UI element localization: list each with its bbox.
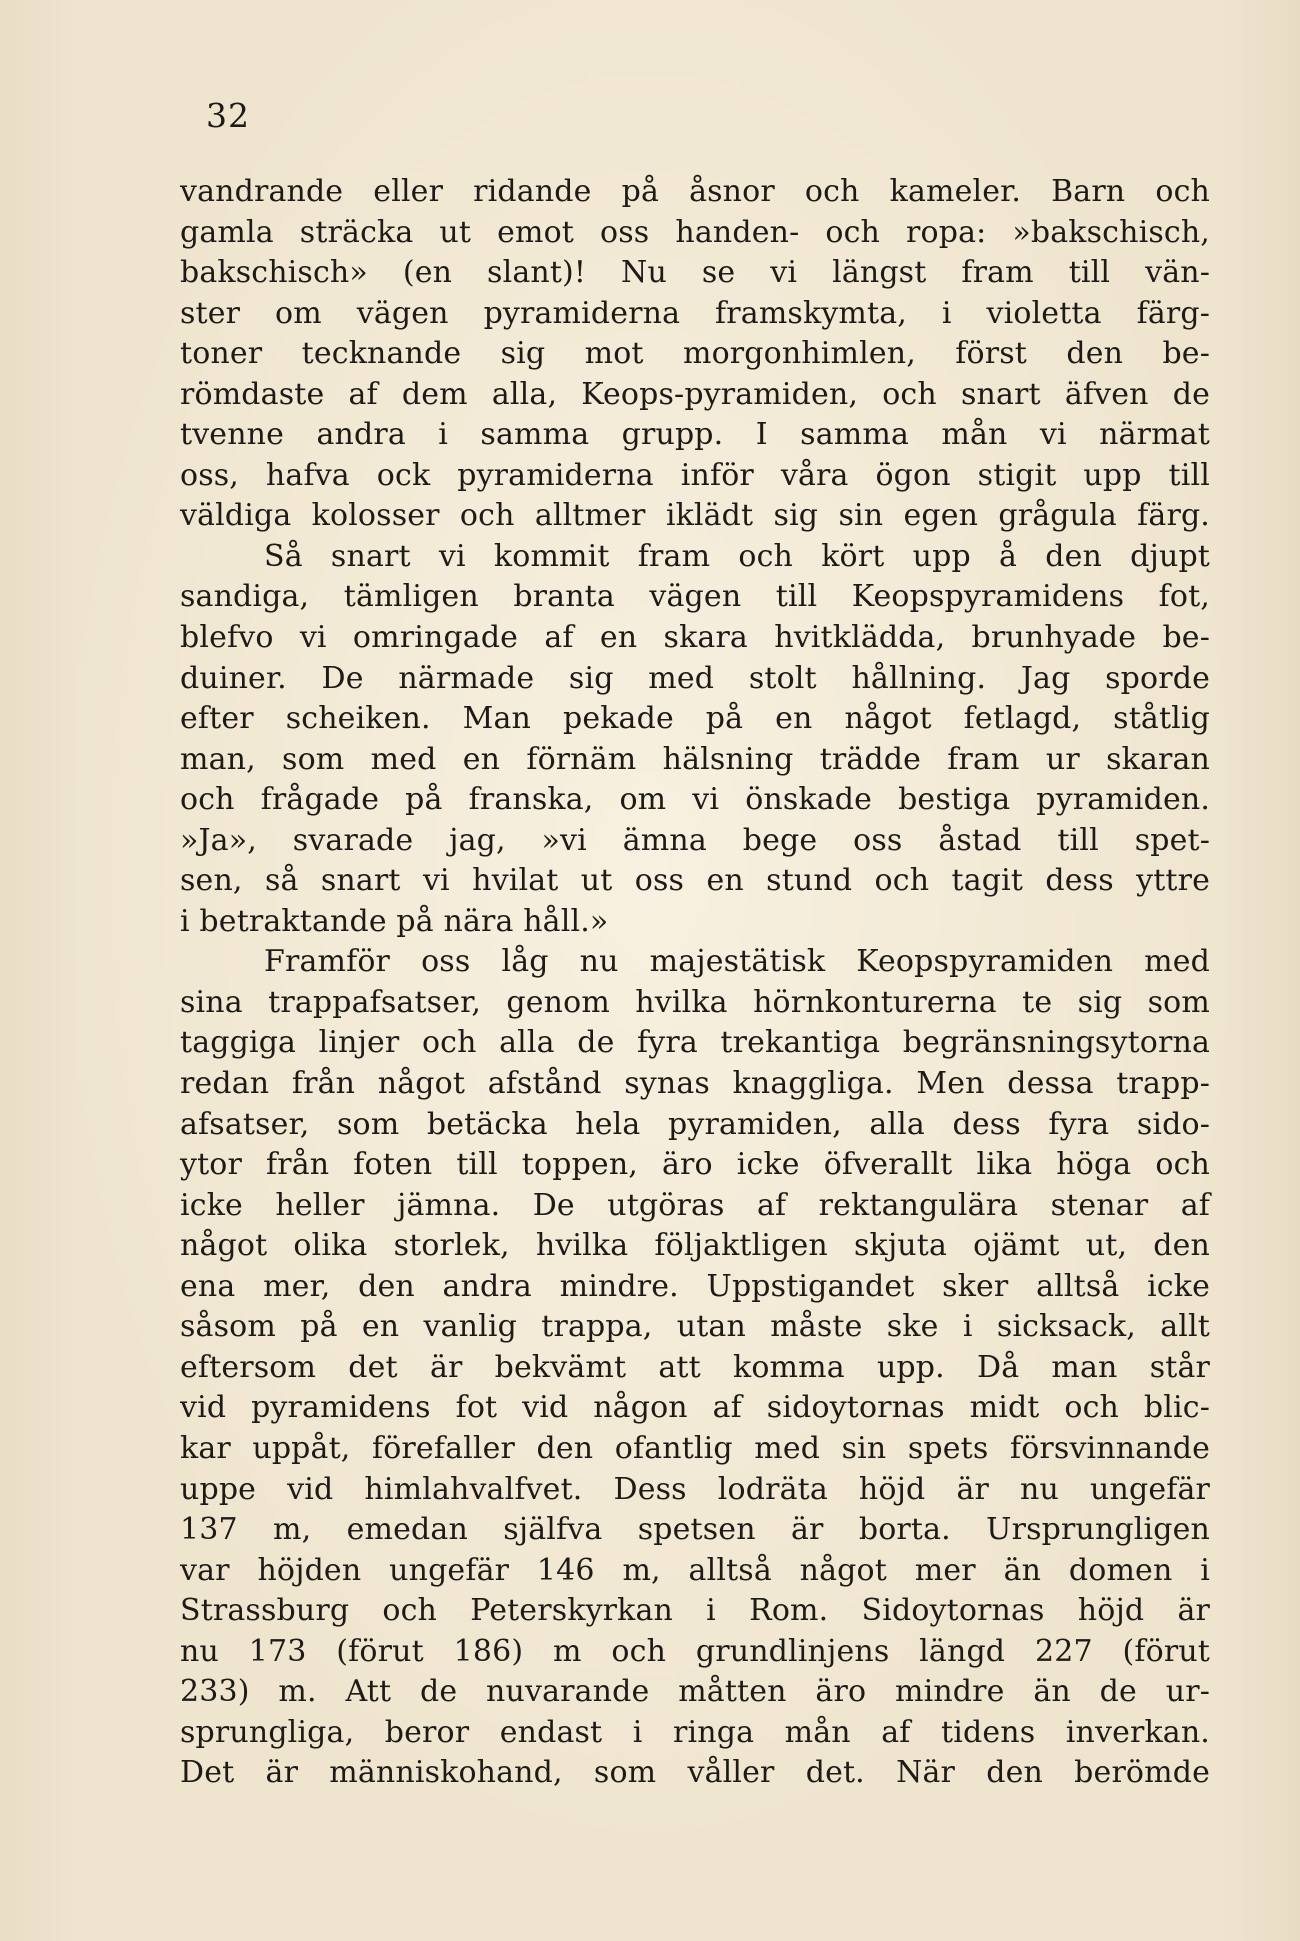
text-line: tvenne andra i samma grupp. I samma mån vi närmat	[180, 417, 1210, 453]
text-line: bakschisch» (en slant)! Nu se vi längst fram till vän-	[180, 255, 1210, 291]
text-line: man, som med en förnäm hälsning trädde fram ur skaran	[180, 741, 1210, 777]
text-line: sandiga, tämligen branta vägen till Keopspyramidens fot,	[180, 579, 1210, 615]
text-line: ster om vägen pyramiderna framskymta, i violetta färg-	[180, 295, 1210, 331]
text-line: eftersom det är bekvämt att komma upp. Då man står	[180, 1349, 1210, 1385]
text-line: blefvo vi omringade af en skara hvitklädda, brunhyade be-	[180, 620, 1210, 656]
text-line: var höjden ungefär 146 m, alltså något mer än domen i	[180, 1552, 1210, 1588]
text-line: och frågade på franska, om vi önskade bestiga pyramiden.	[180, 782, 1210, 818]
text-line: väldiga kolosser och alltmer iklädt sig sin egen grågula färg.	[180, 498, 1210, 534]
text-line: duiner. De närmade sig med stolt hållning. Jag sporde	[180, 660, 1210, 696]
text-line: såsom på en vanlig trappa, utan måste ske i sicksack, allt	[180, 1309, 1210, 1345]
text-line: redan från något afstånd synas knaggliga. Men dessa trapp-	[180, 1066, 1210, 1102]
text-line: Strassburg och Peterskyrkan i Rom. Sidoytornas höjd är	[180, 1593, 1210, 1629]
text-line: vandrande eller ridande på åsnor och kameler. Barn och	[180, 174, 1210, 209]
text-line: uppe vid himlahvalfvet. Dess lodräta höjd är nu ungefär	[180, 1471, 1210, 1507]
text-line: sprungliga, beror endast i ringa mån af tidens inverkan.	[180, 1714, 1210, 1750]
text-line: 233) m. Att de nuvarande måtten äro mindre än de ur-	[180, 1674, 1210, 1710]
text-line: gamla sträcka ut emot oss handen- och ropa: »bakschisch,	[180, 214, 1210, 250]
text-line: något olika storlek, hvilka följaktligen skjuta ojämt ut, den	[180, 1228, 1210, 1264]
text-line: efter scheiken. Man pekade på en något fetlagd, ståtlig	[180, 701, 1210, 737]
text-line: sen, så snart vi hvilat ut oss en stund och tagit dess yttre	[180, 863, 1210, 899]
page-number: 32	[206, 96, 250, 135]
text-line: oss, hafva ock pyramiderna inför våra ögon stigit upp till	[180, 457, 1210, 493]
text-line: Framför oss låg nu majestätisk Keopspyramiden med	[264, 944, 1210, 980]
text-line: icke heller jämna. De utgöras af rektangulära stenar af	[180, 1187, 1210, 1223]
text-line: i betraktande på nära håll.»	[180, 903, 609, 939]
text-line: 137 m, emedan själfva spetsen är borta. Ursprungligen	[180, 1512, 1210, 1548]
text-line: taggiga linjer och alla de fyra trekantiga begränsningsytorna	[180, 1025, 1210, 1061]
text-line: vid pyramidens fot vid någon af sidoytornas midt och blic-	[180, 1390, 1210, 1426]
text-line: afsatser, som betäcka hela pyramiden, alla dess fyra sido-	[180, 1106, 1210, 1142]
text-line: römdaste af dem alla, Keops-pyramiden, och snart äfven de	[180, 376, 1210, 412]
text-line: Det är människohand, som våller det. När den berömde	[180, 1755, 1210, 1791]
text-line: kar uppåt, förefaller den ofantlig med sin spets försvinnande	[180, 1430, 1210, 1466]
text-line: ytor från foten till toppen, äro icke öfverallt lika höga och	[180, 1147, 1210, 1183]
text-line: sina trappafsatser, genom hvilka hörnkonturerna te sig som	[180, 984, 1210, 1020]
body-text	[180, 172, 1210, 1794]
text-line: toner tecknande sig mot morgonhimlen, först den be-	[180, 336, 1210, 372]
text-line: nu 173 (förut 186) m och grundlinjens längd 227 (förut	[180, 1633, 1210, 1669]
text-line: »Ja», svarade jag, »vi ämna bege oss åstad till spet-	[180, 822, 1210, 858]
text-line: ena mer, den andra mindre. Uppstigandet sker alltså icke	[180, 1268, 1210, 1304]
text-line: Så snart vi kommit fram och kört upp å den djupt	[264, 538, 1210, 574]
